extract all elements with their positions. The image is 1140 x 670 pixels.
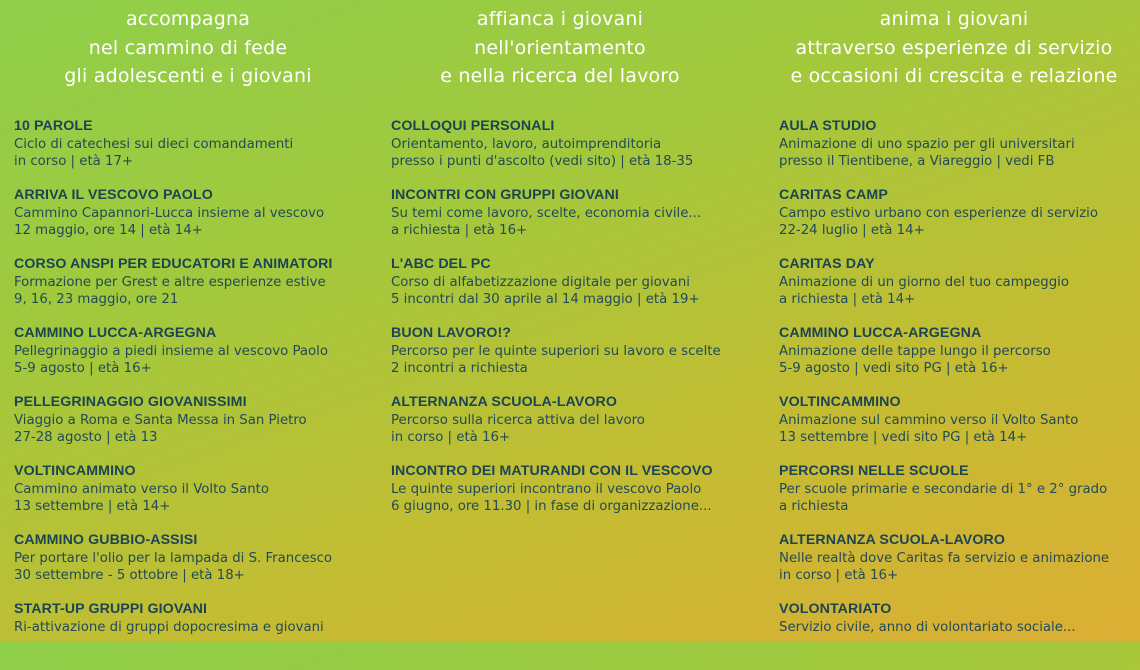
activity-description: Animazione di uno spazio per gli universitari	[779, 136, 1075, 152]
activity-details: 5 incontri dal 30 aprile al 14 maggio | età 19+	[391, 291, 700, 307]
activity-item	[779, 187, 1139, 256]
activity-title: 10 PAROLE	[14, 118, 93, 134]
activity-description: Su temi come lavoro, scelte, economia civile...	[391, 205, 702, 221]
activity-title: L'ABC DEL PC	[391, 256, 491, 272]
heading-line: anima i giovani	[879, 8, 1029, 30]
activity-item	[391, 463, 761, 532]
activity-item	[391, 118, 761, 187]
activity-description: Animazione sul cammino verso il Volto Santo	[779, 412, 1079, 428]
activity-details: 12 maggio, ore 14 | età 14+	[14, 222, 203, 238]
activity-description: Viaggio a Roma e Santa Messa in San Pietro	[14, 412, 307, 428]
activity-description: Formazione per Grest e altre esperienze estive	[14, 274, 326, 290]
activity-description: Nelle realtà dove Caritas fa servizio e animazione	[779, 550, 1110, 566]
activity-title: COLLOQUI PERSONALI	[391, 118, 555, 134]
activity-item	[14, 256, 374, 325]
activity-list	[779, 118, 1139, 670]
activity-description: Servizio civile, anno di volontariato sociale...	[779, 619, 1076, 635]
activity-details: in corso | età 17+	[14, 153, 134, 169]
activity-details: 27-28 agosto | età 13	[14, 429, 158, 445]
activity-title: AULA STUDIO	[779, 118, 877, 134]
activity-item	[779, 256, 1139, 325]
activity-details: 9, 16, 23 maggio, ore 21	[14, 291, 179, 307]
activity-details: 22-24 luglio | età 14+	[779, 222, 925, 238]
activity-title: ALTERNANZA SCUOLA-LAVORO	[779, 532, 1005, 548]
activity-description: Corso di alfabetizzazione digitale per giovani	[391, 274, 690, 290]
activity-details: a richiesta	[779, 498, 849, 514]
activity-title: PERCORSI NELLE SCUOLE	[779, 463, 969, 479]
column-heading	[0, 0, 376, 99]
activity-title: CORSO ANSPI PER EDUCATORI E ANIMATORI	[14, 256, 333, 272]
heading-line: attraverso esperienze di servizio	[795, 36, 1113, 59]
activity-item	[14, 118, 374, 187]
activity-item	[391, 394, 761, 463]
activity-title: PELLEGRINAGGIO GIOVANISSIMI	[14, 394, 247, 410]
activity-title: VOLONTARIATO	[779, 601, 892, 617]
heading-line: e nella ricerca del lavoro	[440, 65, 680, 87]
activity-title: CAMMINO GUBBIO-ASSISI	[14, 532, 198, 548]
heading-line: accompagna	[125, 8, 251, 30]
activity-description: Cammino Capannori-Lucca insieme al vescovo	[14, 205, 325, 221]
activity-list	[391, 118, 761, 532]
activity-item	[779, 601, 1139, 670]
activity-description: Percorso sulla ricerca attiva del lavoro	[391, 412, 645, 428]
column-servizio	[779, 0, 1139, 635]
activity-description: Orientamento, lavoro, autoimprenditoria	[391, 136, 662, 152]
activity-details: 13 settembre | età 14+	[14, 498, 171, 514]
activity-item	[14, 325, 374, 394]
activity-details: in corso | età 16+	[779, 567, 899, 583]
activity-item	[779, 325, 1139, 394]
activity-description: Per scuole primarie e secondarie di 1° e 2° grado	[779, 481, 1108, 497]
activity-item	[779, 394, 1139, 463]
activity-details: 5-9 agosto | età 16+	[14, 360, 152, 376]
activity-details: in corso | età 16+	[391, 429, 511, 445]
activity-description: Campo estivo urbano con esperienze di servizio	[779, 205, 1099, 221]
activity-description: Ri-attivazione di gruppi dopocresima e giovani	[14, 619, 324, 635]
heading-line: nel cammino di fede	[88, 36, 288, 59]
activity-details: a richiesta | età 14+	[779, 291, 916, 307]
column-lavoro	[391, 0, 761, 514]
activity-item	[779, 463, 1139, 532]
activity-description: Pellegrinaggio a piedi insieme al vescovo Paolo	[14, 343, 329, 359]
activity-title: INCONTRI CON GRUPPI GIOVANI	[391, 187, 619, 203]
activity-item	[391, 187, 761, 256]
activity-title: CAMMINO LUCCA-ARGEGNA	[14, 325, 217, 341]
activity-title: CARITAS CAMP	[779, 187, 888, 203]
heading-line: nell'orientamento	[474, 36, 646, 59]
activity-description: Percorso per le quinte superiori su lavoro e scelte	[391, 343, 721, 359]
activity-details: 6 giugno, ore 11.30 | in fase di organizzazione...	[391, 498, 712, 514]
activity-item	[14, 394, 374, 463]
activity-title: VOLTINCAMMINO	[14, 463, 136, 479]
column-heading	[769, 0, 1139, 99]
activity-description: Per portare l'olio per la lampada di S. Francesco	[14, 550, 333, 566]
activity-description: Le quinte superiori incontrano il vescovo Paolo	[391, 481, 702, 497]
activity-description: Animazione delle tappe lungo il percorso	[779, 343, 1051, 359]
activity-details: presso il Tientibene, a Viareggio | vedi FB	[779, 153, 1055, 169]
heading-line: gli adolescenti e i giovani	[64, 65, 312, 87]
activity-description: Animazione di un giorno del tuo campeggio	[779, 274, 1069, 290]
activity-details: presso i punti d'ascolto (vedi sito) | età 18-35	[391, 153, 694, 169]
activity-title: CAMMINO LUCCA-ARGEGNA	[779, 325, 982, 341]
activity-item	[391, 325, 761, 394]
activity-description: Ciclo di catechesi sui dieci comandamenti	[14, 136, 294, 152]
activity-details: 30 settembre - 5 ottobre | età 18+	[14, 567, 245, 583]
activity-item	[14, 601, 374, 670]
activity-details: 5-9 agosto | vedi sito PG | età 16+	[779, 360, 1009, 376]
activity-item	[14, 187, 374, 256]
activity-title: INCONTRO DEI MATURANDI CON IL VESCOVO	[391, 463, 713, 479]
activity-title: START-UP GRUPPI GIOVANI	[14, 601, 208, 617]
heading-line: e occasioni di crescita e relazione	[790, 65, 1118, 87]
activity-item	[14, 532, 374, 601]
activity-details: 2 incontri a richiesta	[391, 360, 528, 376]
activity-item	[391, 256, 761, 325]
activity-item	[779, 532, 1139, 601]
activity-title: CARITAS DAY	[779, 256, 875, 272]
activity-item	[779, 118, 1139, 187]
activity-item	[14, 463, 374, 532]
activity-description: Cammino animato verso il Volto Santo	[14, 481, 270, 497]
activity-title: ALTERNANZA SCUOLA-LAVORO	[391, 394, 617, 410]
activity-title: VOLTINCAMMINO	[779, 394, 901, 410]
column-fede	[14, 0, 374, 635]
column-heading	[365, 0, 755, 99]
activity-list	[14, 118, 374, 670]
activity-details: 13 settembre | vedi sito PG | età 14+	[779, 429, 1028, 445]
activity-title: BUON LAVORO!?	[391, 325, 512, 341]
activity-title: ARRIVA IL VESCOVO PAOLO	[14, 187, 213, 203]
heading-line: affianca i giovani	[476, 8, 644, 30]
activity-details: a richiesta | età 16+	[391, 222, 528, 238]
